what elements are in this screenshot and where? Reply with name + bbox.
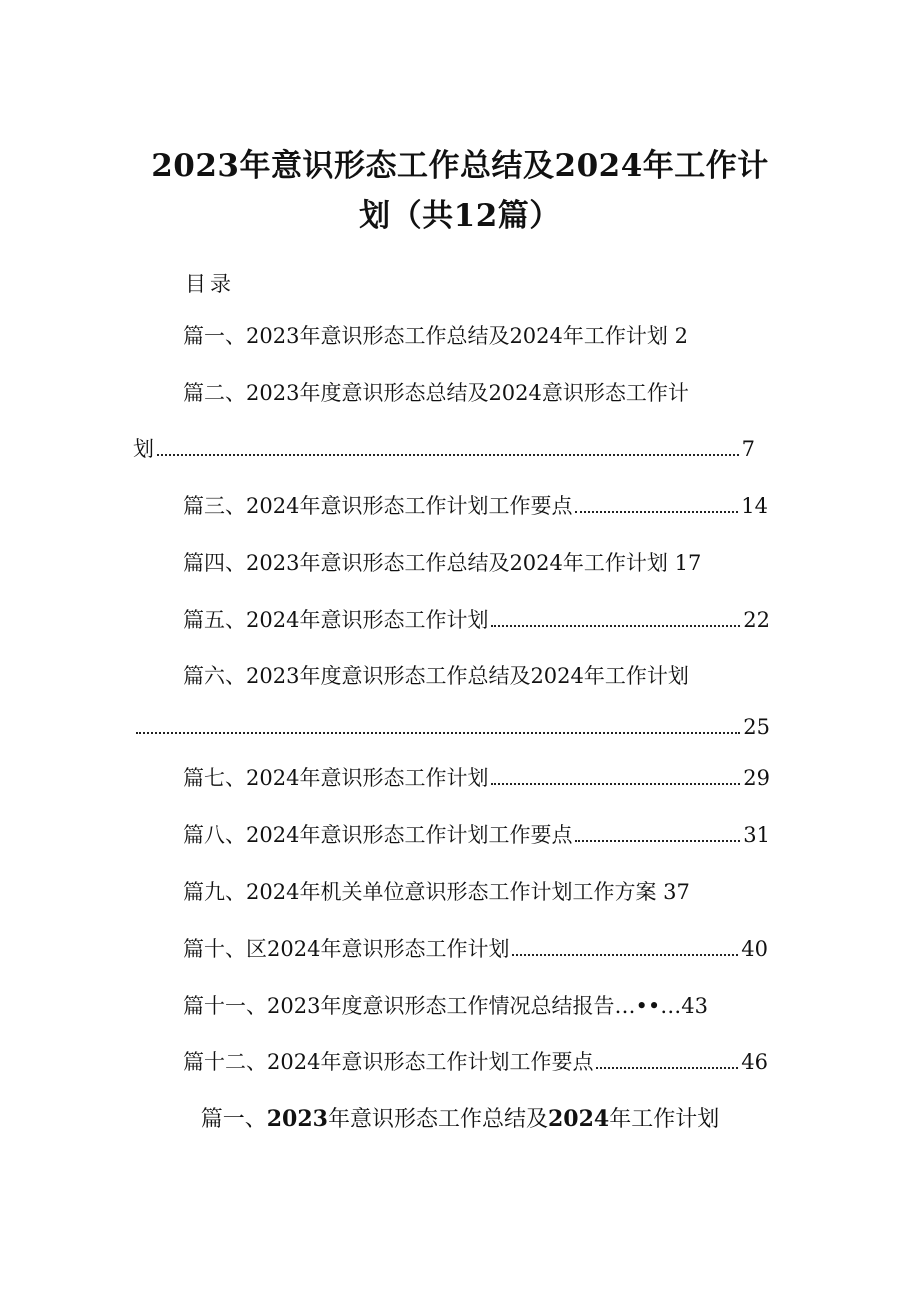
toc-entry-page: 40 <box>741 937 768 961</box>
toc-entry-6-line-1[interactable] <box>183 661 689 691</box>
toc-entry-page: 14 <box>741 494 768 518</box>
toc-entry-label: 篇五、2024年意识形态工作计划 <box>183 608 489 632</box>
toc-leader-dots <box>596 1066 738 1069</box>
toc-entry-page: 17 <box>674 551 702 575</box>
toc-leader-dots <box>575 839 740 842</box>
toc-leader-dots <box>157 453 739 456</box>
toc-entry-page: 2 <box>674 324 688 348</box>
toc-entry-label: 篇八、2024年意识形态工作计划工作要点 <box>183 823 573 847</box>
toc-entry-2-line-2[interactable] <box>133 434 755 464</box>
toc-entry-label: 篇三、2024年意识形态工作计划工作要点 <box>183 494 573 518</box>
toc-entry-label: 篇六、2023年度意识形态工作总结及2024年工作计划 <box>183 664 689 688</box>
toc-entry-label: 篇十一、2023年度意识形态工作情况总结报告 <box>183 994 615 1018</box>
toc-leader-dots <box>575 510 738 513</box>
toc-entry-9[interactable] <box>183 877 690 907</box>
toc-leader-dots: …••… <box>614 994 682 1018</box>
section-heading-year-1: 2023 <box>266 1106 328 1132</box>
toc-entry-5[interactable] <box>183 605 770 635</box>
toc-entry-2-line-1[interactable] <box>183 378 689 408</box>
toc-entry-page: 7 <box>741 437 755 461</box>
section-heading <box>0 1102 920 1133</box>
toc-entry-4[interactable] <box>183 548 701 578</box>
toc-entry-1[interactable] <box>183 321 688 351</box>
toc-entry-page: 22 <box>743 608 770 632</box>
toc-entry-page: 29 <box>743 766 770 790</box>
section-heading-year-2: 2024 <box>548 1106 610 1132</box>
toc-entry-page: 46 <box>741 1050 768 1074</box>
toc-entry-label: 篇一、2023年意识形态工作总结及2024年工作计划 <box>183 324 668 348</box>
toc-entry-7[interactable] <box>183 763 770 793</box>
section-heading-suffix: 年工作计划 <box>609 1107 720 1132</box>
toc-entry-10[interactable] <box>183 934 768 964</box>
toc-entry-label: 篇十、区2024年意识形态工作计划 <box>183 937 510 961</box>
toc-entry-3[interactable] <box>183 491 768 521</box>
toc-entry-11[interactable] <box>183 991 708 1021</box>
document-title-line-1: 2023年意识形态工作总结及2024年工作计 <box>151 148 769 184</box>
toc-entry-label: 篇四、2023年意识形态工作总结及2024年工作计划 <box>183 551 668 575</box>
toc-entry-page: 43 <box>681 994 708 1018</box>
toc-leader-dots <box>491 782 740 785</box>
toc-entry-label: 划 <box>133 437 154 461</box>
toc-leader-dots <box>491 624 740 627</box>
toc-entry-label: 篇七、2024年意识形态工作计划 <box>183 766 489 790</box>
document-title-line-2: 划（共12篇） <box>359 198 561 234</box>
toc-entry-8[interactable] <box>183 820 770 850</box>
section-heading-mid: 年意识形态工作总结及 <box>327 1107 548 1132</box>
toc-entry-page: 37 <box>663 880 690 904</box>
toc-entry-6-line-2[interactable] <box>133 712 770 742</box>
toc-entry-label: 篇十二、2024年意识形态工作计划工作要点 <box>183 1050 594 1074</box>
toc-entry-label: 篇九、2024年机关单位意识形态工作计划工作方案 <box>183 880 657 904</box>
toc-leader-dots <box>136 731 740 734</box>
toc-entry-label: 篇二、2023年度意识形态总结及2024意识形态工作计 <box>183 381 689 405</box>
toc-entry-page: 25 <box>743 715 770 739</box>
toc-entry-page: 31 <box>743 823 770 847</box>
toc-heading: 目录 <box>185 272 235 296</box>
toc-leader-dots <box>512 953 738 956</box>
toc-entry-12[interactable] <box>183 1047 768 1077</box>
section-heading-prefix: 篇一、 <box>200 1107 267 1132</box>
